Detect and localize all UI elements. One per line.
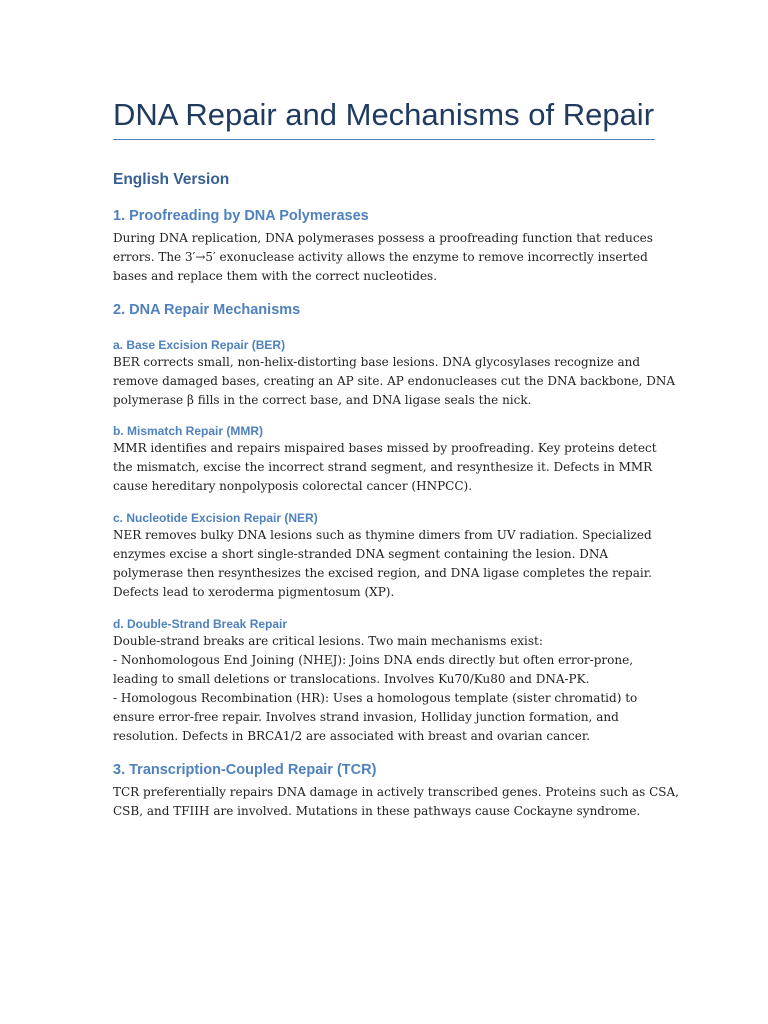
section-heading-tcr: 3. Transcription-Coupled Repair (TCR) <box>113 762 377 778</box>
text-line: polymerase β fills in the correct base, and DNA ligase seals the nick. <box>113 393 532 407</box>
text-line: cause hereditary nonpolyposis colorectal cancer (HNPCC). <box>113 479 473 493</box>
document-content <box>113 96 679 821</box>
subsection-heading-ber: a. Base Excision Repair (BER) <box>113 338 286 352</box>
text-line: resolution. Defects in BRCA1/2 are associated with breast and ovarian cancer. <box>113 729 591 743</box>
text-line: TCR preferentially repairs DNA damage in actively transcribed genes. Proteins such as CSA, <box>113 785 679 799</box>
text-line: errors. The 3′→5′ exonuclease activity allows the enzyme to remove incorrectly inserted <box>113 250 648 264</box>
text-line: the mismatch, excise the incorrect strand segment, and resynthesize it. Defects in MMR <box>113 460 653 474</box>
paragraph-mmr <box>113 439 658 496</box>
subsection-heading-dsb-repair: d. Double-Strand Break Repair <box>113 617 288 631</box>
text-line: Defects lead to xeroderma pigmentosum (XP). <box>113 585 395 599</box>
paragraph-ber <box>113 353 675 410</box>
document-title: DNA Repair and Mechanisms of Repair <box>113 97 655 132</box>
text-line: bases and replace them with the correct nucleotides. <box>113 269 438 283</box>
paragraph-ner <box>113 526 658 602</box>
text-line: During DNA replication, DNA polymerases possess a proofreading function that reduces <box>113 231 653 245</box>
text-line: - Nonhomologous End Joining (NHEJ): Joins DNA ends directly but often error-prone, <box>113 653 634 667</box>
paragraph-dsb-repair <box>113 632 658 746</box>
paragraph-tcr <box>113 783 679 821</box>
section-heading-repair-mechanisms: 2. DNA Repair Mechanisms <box>113 302 301 318</box>
subsection-heading-mmr: b. Mismatch Repair (MMR) <box>113 424 264 438</box>
text-line: BER corrects small, non-helix-distorting base lesions. DNA glycosylases recognize and <box>113 355 641 369</box>
paragraph-proofreading <box>113 229 658 286</box>
text-line: enzymes excise a short single-stranded DNA segment containing the lesion. DNA <box>113 547 609 561</box>
text-line: NER removes bulky DNA lesions such as thymine dimers from UV radiation. Specialized <box>113 528 652 542</box>
title-underline-rule <box>113 139 655 140</box>
language-heading: English Version <box>113 171 230 188</box>
text-line: ensure error-free repair. Involves strand invasion, Holliday junction formation, and <box>113 710 619 724</box>
subsection-heading-ner: c. Nucleotide Excision Repair (NER) <box>113 511 318 525</box>
text-line: polymerase then resynthesizes the excised region, and DNA ligase completes the repair. <box>113 566 652 580</box>
text-line: Double-strand breaks are critical lesions. Two main mechanisms exist: <box>113 634 543 648</box>
text-line: MMR identifies and repairs mispaired bases missed by proofreading. Key proteins detect <box>113 441 657 455</box>
section-heading-proofreading: 1. Proofreading by DNA Polymerases <box>113 208 369 224</box>
text-line: - Homologous Recombination (HR): Uses a homologous template (sister chromatid) to <box>113 691 638 705</box>
text-line: remove damaged bases, creating an AP site. AP endonucleases cut the DNA backbone, DNA <box>113 374 675 388</box>
text-line: leading to small deletions or translocations. Involves Ku70/Ku80 and DNA-PK. <box>113 672 590 686</box>
text-line: CSB, and TFIIH are involved. Mutations in these pathways cause Cockayne syndrome. <box>113 804 641 818</box>
